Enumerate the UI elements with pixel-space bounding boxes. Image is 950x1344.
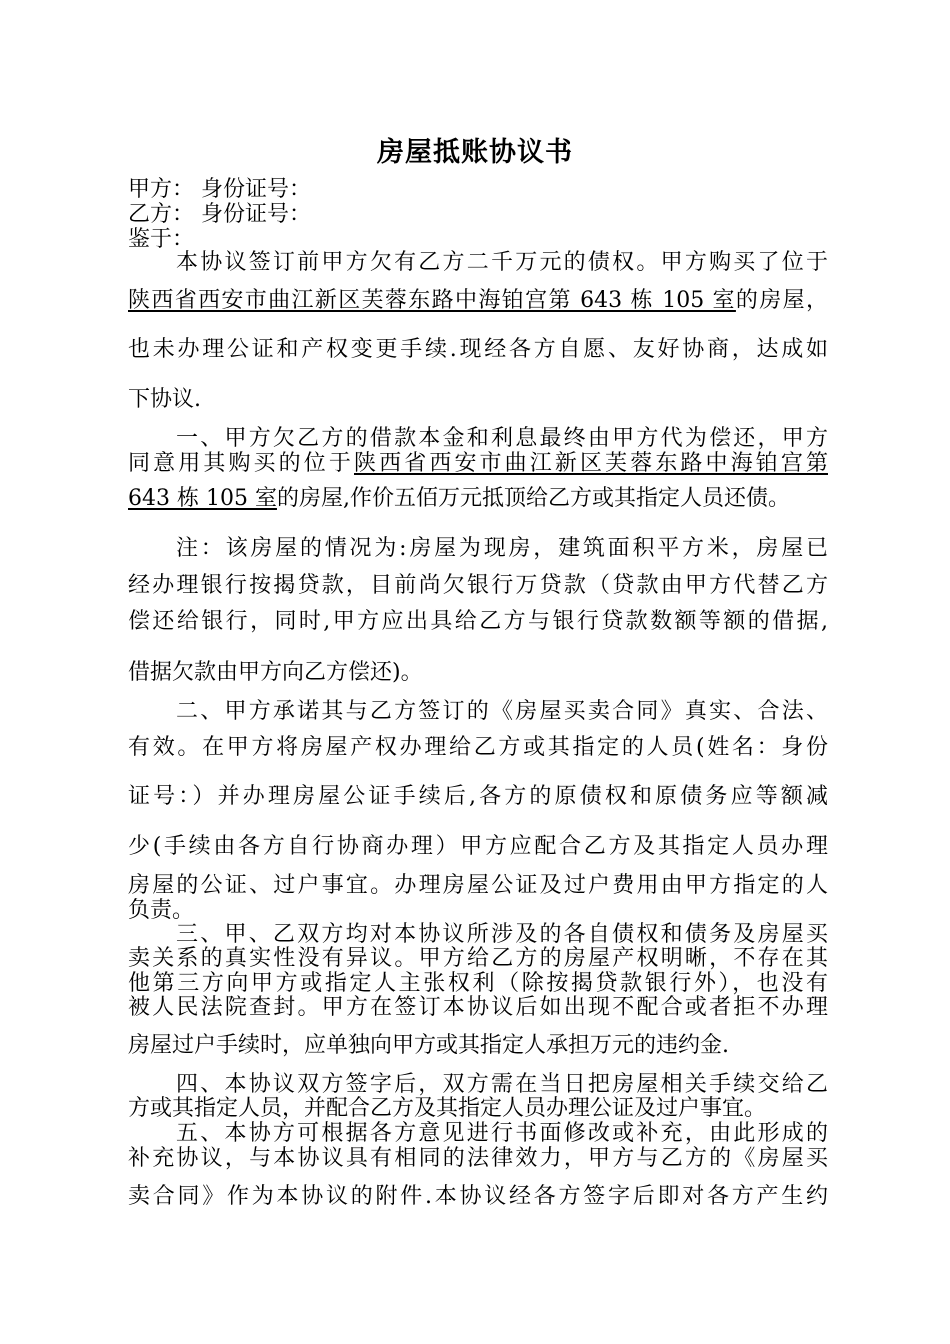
note-line-1: 注：该房屋的情况为:房屋为现房，建筑面积平方米，房屋已: [176, 536, 828, 561]
intro-line-2: 陕西省西安市曲江新区芙蓉东路中海铂宫第 643 栋 105 室的房屋，: [128, 288, 828, 313]
clause3-line-4: 被人民法院查封。甲方在签订本协议后如出现不配合或者拒不办理: [128, 995, 828, 1020]
property-address-part2: 643 栋 105 室: [128, 486, 277, 511]
clause4-line-1: 四、本协议双方签字后，双方需在当日把房屋相关手续交给乙: [176, 1072, 828, 1097]
clause2-line-6: 负责。: [128, 898, 195, 923]
party-a-line: 甲方： 身份证号：: [128, 177, 311, 202]
clause2-line-3: 证号：）并办理房屋公证手续后,各方的原债权和原债务应等额减: [128, 784, 828, 809]
clause1-line-3: 643 栋 105 室的房屋,作价五佰万元抵顶给乙方或其指定人员还债。: [128, 486, 790, 511]
note-line-2: 经办理银行按揭贷款，目前尚欠银行万贷款（贷款由甲方代替乙方: [128, 573, 828, 598]
clause3-line-3: 他第三方向甲方或指定人主张权利（除按揭贷款银行外），也没有: [128, 971, 828, 996]
document-title: 房屋抵账协议书: [377, 137, 573, 168]
party-b-line: 乙方： 身份证号：: [128, 202, 311, 227]
intro-line-4: 下协议.: [128, 387, 201, 412]
clause1-line-2: 同意用其购买的位于陕西省西安市曲江新区芙蓉东路中海铂宫第: [128, 451, 828, 476]
property-address: 陕西省西安市曲江新区芙蓉东路中海铂宫第 643 栋 105 室: [128, 288, 736, 313]
clause3-line-2: 卖关系的真实性没有异议。甲方给乙方的房屋产权明晰，不存在其: [128, 946, 828, 971]
clause4-line-2: 方或其指定人员，并配合乙方及其指定人员办理公证及过户事宜。: [128, 1096, 767, 1121]
clause5-line-2: 补充协议，与本协议具有相同的法律效力，甲方与乙方的《房屋买: [128, 1146, 828, 1171]
clause5-line-1: 五、本协方可根据各方意见进行书面修改或补充，由此形成的: [176, 1121, 828, 1146]
clause1-line-1: 一、甲方欠乙方的借款本金和利息最终由甲方代为偿还，甲方: [176, 426, 828, 451]
clause5-line-3: 卖合同》作为本协议的附件.本协议经各方签字后即对各方产生约: [128, 1184, 828, 1209]
clause3-line-5: 房屋过户手续时，应单独向甲方或其指定人承担万元的违约金.: [128, 1033, 729, 1058]
clause2-line-2: 有效。在甲方将房屋产权办理给乙方或其指定的人员(姓名：身份: [128, 735, 828, 760]
clause3-line-1: 三、甲、乙双方均对本协议所涉及的各自债权和债务及房屋买: [176, 922, 828, 947]
property-address-part1: 陕西省西安市曲江新区芙蓉东路中海铂宫第: [354, 451, 828, 476]
whereas-line: 鉴于：: [128, 227, 195, 252]
clause2-line-1: 二、甲方承诺其与乙方签订的《房屋买卖合同》真实、合法、: [176, 699, 828, 724]
intro-line-3: 也未办理公证和产权变更手续.现经各方自愿、友好协商，达成如: [128, 337, 828, 362]
note-line-3: 偿还给银行，同时,甲方应出具给乙方与银行贷款数额等额的借据,: [128, 609, 828, 634]
clause2-line-5: 房屋的公证、过户事宜。办理房屋公证及过户费用由甲方指定的人: [128, 873, 828, 898]
intro-line-1: 本协议签订前甲方欠有乙方二千万元的债权。甲方购买了位于: [176, 250, 828, 275]
clause2-line-4: 少(手续由各方自行协商办理）甲方应配合乙方及其指定人员办理: [128, 834, 828, 859]
note-line-4: 借据欠款由甲方向乙方偿还)。: [128, 660, 423, 685]
